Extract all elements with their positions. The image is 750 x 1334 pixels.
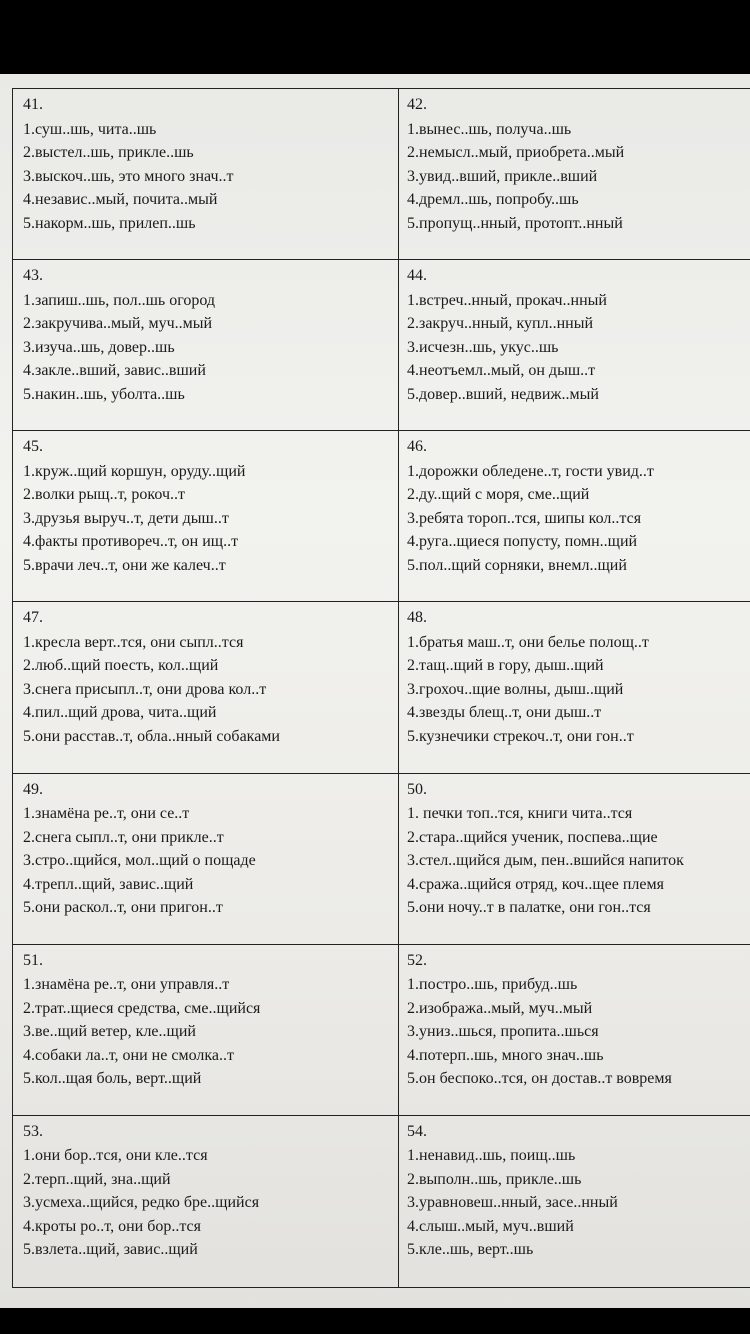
exercise-line: 3.униз..шься, пропита..шься [407,1023,599,1041]
exercise-line: 1.знамёна ре..т, они управля..т [23,976,230,994]
exercise-line: 3.снега присыпл..т, они дрова кол..т [23,680,267,698]
exercise-number: 46. [407,438,427,456]
exercise-line: 2.трат..щиеся средства, сме..щийся [23,999,261,1017]
exercise-number: 51. [23,951,43,969]
exercise-line: 2.люб..щий поесть, кол..щий [23,657,219,675]
exercise-line: 1.встреч..нный, прокач..нный [407,291,607,309]
exercise-line: 4.пил..щий дрова, чита..щий [23,704,217,722]
exercise-line: 5.врачи леч..т, они же калеч..т [23,556,226,574]
exercise-cell-45 [13,431,399,602]
exercise-table [12,88,750,1288]
exercise-number: 50. [407,780,427,798]
exercise-number: 41. [23,96,43,113]
exercise-line: 3.друзья выруч..т, дети дыш..т [23,509,229,527]
exercise-number: 49. [23,780,43,798]
exercise-line: 1.круж..щий коршун, оруду..щий [23,462,246,480]
exercise-line: 3.уравновеш..нный, засе..нный [407,1194,618,1212]
exercise-line: 3.усмеха..щийся, редко бре..щийся [23,1194,260,1212]
exercise-line: 4.руга..щиеся попусту, помн..щий [407,533,638,551]
exercise-line: 4.закле..вший, завис..вший [23,362,206,380]
exercise-line: 5.довер..вший, недвиж..мый [407,385,599,403]
exercise-line: 1.они бор..тся, они кле..тся [23,1147,208,1165]
exercise-line: 4.трепл..щий, завис..щий [23,875,194,893]
exercise-line: 1.ненавид..шь, поищ..шь [407,1147,576,1165]
exercise-cell-49 [13,774,399,945]
exercise-line: 3.выскоч..шь, это много знач..т [23,167,234,185]
exercise-line: 4.потерп..шь, много знач..шь [407,1046,604,1064]
exercise-line: 4.слыш..мый, муч..вший [407,1217,574,1235]
exercise-line: 5.они раскол..т, они пригон..т [23,899,223,917]
exercise-line: 3.грохоч..щие волны, дыш..щий [407,680,624,698]
exercise-number: 44. [407,267,427,285]
exercise-line: 3.стел..щийся дым, пен..вшийся напиток [407,852,684,870]
exercise-number: 53. [23,1122,43,1140]
exercise-line: 3.ребята тороп..тся, шипы кол..тся [407,509,642,527]
exercise-cell-52 [399,945,750,1116]
exercise-number: 45. [23,438,43,456]
exercise-line: 1.братья маш..т, они белье полощ..т [407,633,649,651]
exercise-line: 2.закруч..нный, купл..нный [407,315,593,333]
exercise-line: 4.сража..щийся отряд, коч..щее племя [407,875,664,893]
exercise-line: 3.увид..вший, прикле..вший [407,167,598,185]
exercise-cell-42 [399,89,750,260]
exercise-line: 5.они ночу..т в палатке, они гон..тся [407,899,651,917]
exercise-line: 5.накин..шь, уболта..шь [23,385,185,403]
exercise-cell-41 [13,89,399,260]
exercise-line: 2.выполн..шь, прикле..шь [407,1170,582,1188]
exercise-cell-48 [399,602,750,773]
exercise-cell-46 [399,431,750,602]
exercise-line: 4.кроты ро..т, они бор..тся [23,1217,202,1235]
exercise-number: 48. [407,609,427,627]
exercise-line: 5.кузнечики стрекоч..т, они гон..т [407,727,634,745]
exercise-number: 54. [407,1122,427,1140]
exercise-line: 5.кле..шь, верт..шь [407,1241,534,1259]
exercise-line: 4.собаки ла..т, они не смолка..т [23,1046,234,1064]
exercise-line: 1.вынес..шь, получа..шь [407,120,572,138]
exercise-line: 2.немысл..мый, приобрета..мый [407,144,625,161]
exercise-line: 1.постро..шь, прибуд..шь [407,976,578,994]
exercise-line: 1.кресла верт..тся, они сыпл..тся [23,633,244,651]
exercise-line: 2.волки рыщ..т, рокоч..т [23,486,185,504]
exercise-line: 1.запиш..шь, пол..шь огород [23,291,216,309]
exercise-line: 5.накорм..шь, прилеп..шь [23,214,196,232]
exercise-line: 3.исчезн..шь, укус..шь [407,338,559,356]
exercise-line: 5.взлета..щий, завис..щий [23,1241,198,1259]
exercise-line: 2.терп..щий, зна..щий [23,1170,171,1188]
exercise-line: 2.снега сыпл..т, они прикле..т [23,828,224,846]
exercise-cell-44 [399,260,750,431]
exercise-line: 5.пропущ..нный, протопт..нный [407,214,623,232]
exercise-line: 4.дремл..шь, попробу..шь [407,191,579,208]
exercise-line: 2.выстел..шь, прикле..шь [23,144,194,161]
exercise-line: 3.изуча..шь, довер..шь [23,338,175,356]
exercise-line: 1.суш..шь, чита..шь [23,120,157,138]
exercise-line: 2.тащ..щий в гору, дыш..щий [407,657,604,675]
exercise-line: 1.дорожки обледене..т, гости увид..т [407,462,654,480]
exercise-line: 5.они расстав..т, обла..нный собаками [23,727,280,745]
exercise-line: 2.ду..щий с моря, сме..щий [407,486,590,504]
exercise-line: 4.независ..мый, почита..мый [23,191,218,208]
exercise-line: 5.пол..щий сорняки, внемл..щий [407,556,627,574]
exercise-cell-54 [399,1116,750,1287]
exercise-cell-47 [13,602,399,773]
exercise-line: 1.знамёна ре..т, они се..т [23,805,190,823]
exercise-line: 2.изобража..мый, муч..мый [407,999,593,1017]
exercise-line: 4.звезды блещ..т, они дыш..т [407,704,602,722]
exercise-line: 4.факты противореч..т, он ищ..т [23,533,239,551]
exercise-cell-43 [13,260,399,431]
exercise-number: 43. [23,267,43,285]
exercise-line: 5.он беспоко..тся, он достав..т вовремя [407,1070,672,1088]
exercise-line: 3.стро..щийся, мол..щий о пощаде [23,852,256,870]
exercise-line: 3.ве..щий ветер, кле..щий [23,1023,196,1041]
exercise-cell-51 [13,945,399,1116]
exercise-number: 52. [407,951,427,969]
exercise-line: 2.стара..щийся ученик, поспева..щие [407,828,658,846]
exercise-cell-53 [13,1116,399,1287]
exercise-line: 5.кол..щая боль, верт..щий [23,1070,202,1088]
exercise-number: 42. [407,96,427,113]
exercise-line: 2.закручива..мый, муч..мый [23,315,213,333]
exercise-number: 47. [23,609,43,627]
exercise-line: 1. печки топ..тся, книги чита..тся [407,805,633,823]
exercise-line: 4.неотъемл..мый, он дыш..т [407,362,596,380]
exercise-cell-50 [399,774,750,945]
